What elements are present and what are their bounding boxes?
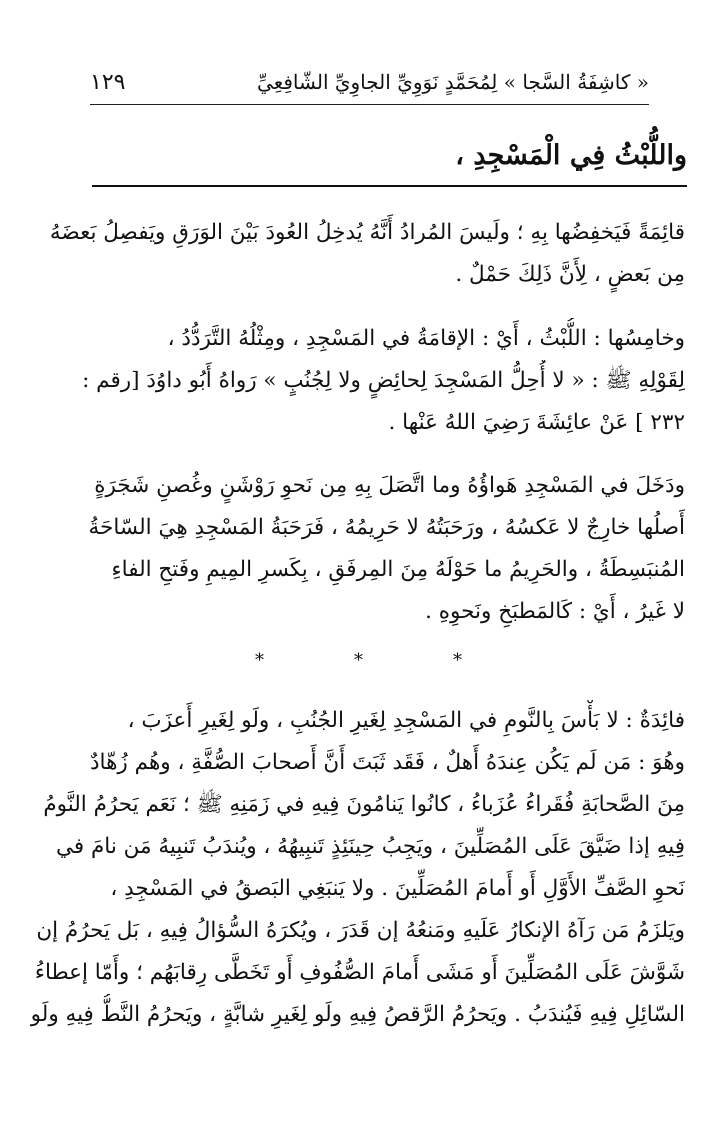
text-line: أَصلُها خارِجٌ لا عَكسُهُ ، ورَحَبَتُهُ لا حَرِيمُهُ ، فَرَحَبَةُ المَسْجِدِ هِيَ السّاحَةُ [88, 515, 685, 540]
text-line: ٢٣٢ ] عَنْ عائِشَةَ رَضِيَ اللهُ عَنْها . [388, 410, 685, 435]
text-line: ويَلزَمُ مَن رَآهُ الإنكارُ عَلَيهِ ومَنعُهُ إن قَدَرَ ، ويُكرَهُ السُّؤالُ فِيهِ ، بَل يَحرُمُ إن [36, 918, 685, 943]
paragraph-2 [30, 318, 685, 444]
asterisk: * [255, 650, 264, 671]
text-line: فِيهِ إذا ضَيَّقَ عَلَى المُصَلِّينَ ، ويَجِبُ حِينَئِذٍ تَنبِيهُهُ ، ويُندَبُ تَنبِيهُ مَن نامَ في [55, 834, 685, 859]
text-line: وهُوَ : مَن لَم يَكُن عِندَهُ أَهلٌ ، فَقَد ثَبَتَ أَنَّ أَصحابَ الصُّفَّةِ ، وهُم زُهّادٌ [89, 750, 685, 775]
page-number: ١٢٩ [90, 69, 126, 95]
text-line: مِن بَعضٍ ، لِأَنَّ ذَلِكَ حَمْلٌ . [455, 262, 685, 287]
page-header [90, 60, 649, 105]
text-line: مِنَ الصَّحابَةِ فُقَراءُ عُزَباءُ ، كانُوا يَنامُونَ فِيهِ في زَمَنِهِ ﷺ ؛ نَعَم يَحرُمُ النَّومُ [43, 792, 685, 817]
text-line: وخامِسُها : اللُّبْثُ ، أَيْ : الإقامَةُ في المَسْجِدِ ، ومِثْلُهُ التَّرَدُّدُ ، [167, 326, 685, 351]
asterisk: * [453, 650, 462, 671]
matn-divider [92, 185, 687, 187]
section-separator [0, 650, 717, 671]
running-title: « كاشِفَةُ السَّجا » لِمُحَمَّدٍ نَوَوِيِّ الجاوِيِّ الشّافِعِيِّ [257, 70, 649, 94]
text-line: شَوَّشَ عَلَى المُصَلِّينَ أَو مَشَى أَمامَ الصُّفُوفِ أَو تَخَطَّى رِقابَهُم ؛ وأَمّا إعطاءُ [34, 960, 685, 985]
text-line: المُنبَسِطَةُ ، والحَرِيمُ ما حَوْلَهُ مِنَ المِرفَقِ ، بِكَسرِ المِيمِ وفَتحِ الفاءِ [111, 557, 685, 582]
text-line: ودَخَلَ في المَسْجِدِ هَواؤُهُ وما اتَّصَلَ بِهِ مِن نَحوِ رَوْشَنٍ وغُصنِ شَجَرَةٍ [94, 473, 685, 498]
text-line: لا غَيرُ ، أَيْ : كَالمَطبَخِ ونَحوِهِ . [425, 599, 685, 624]
text-line: نَحوِ الصَّفِّ الأَوَّلِ أَو أَمامَ المُصَلِّينَ . ولا يَنبَغِي البَصقُ في المَسْجِدِ ، [110, 876, 685, 901]
text-line: لِقَوْلِهِ ﷺ : « لا أُحِلُّ المَسْجِدَ لِحائِضٍ ولا لِجُنُبٍ » رَواهُ أَبُو داوُدَ [رقم : [82, 368, 685, 393]
text-line: فائِدَةٌ : لا بَأْسَ بِالنَّومِ في المَسْجِدِ لِغَيرِ الجُنُبِ ، ولَو لِغَيرِ أَعزَبَ ، [127, 708, 685, 733]
matn-text: واللُّبْثُ فِي الْمَسْجِدِ ، [455, 140, 687, 171]
asterisk: * [354, 650, 363, 671]
paragraph-1 [30, 212, 685, 296]
text-line: قائِمَةً فَيَخفِضُها بِهِ ؛ ولَيسَ المُرادُ أَنَّهُ يُدخِلُ العُودَ بَيْنَ الوَرَقِ ويَفصِلُ بَعضَهُ [49, 220, 685, 245]
paragraph-3 [30, 465, 685, 633]
paragraph-4 [30, 700, 685, 1036]
text-line: السّائِلِ فِيهِ فَيُندَبُ . ويَحرُمُ الرَّقصُ فِيهِ ولَو لِغَيرِ شابَّةٍ ، ويَحرُمُ النَّطُّ فِيهِ ولَو [30, 1002, 685, 1027]
